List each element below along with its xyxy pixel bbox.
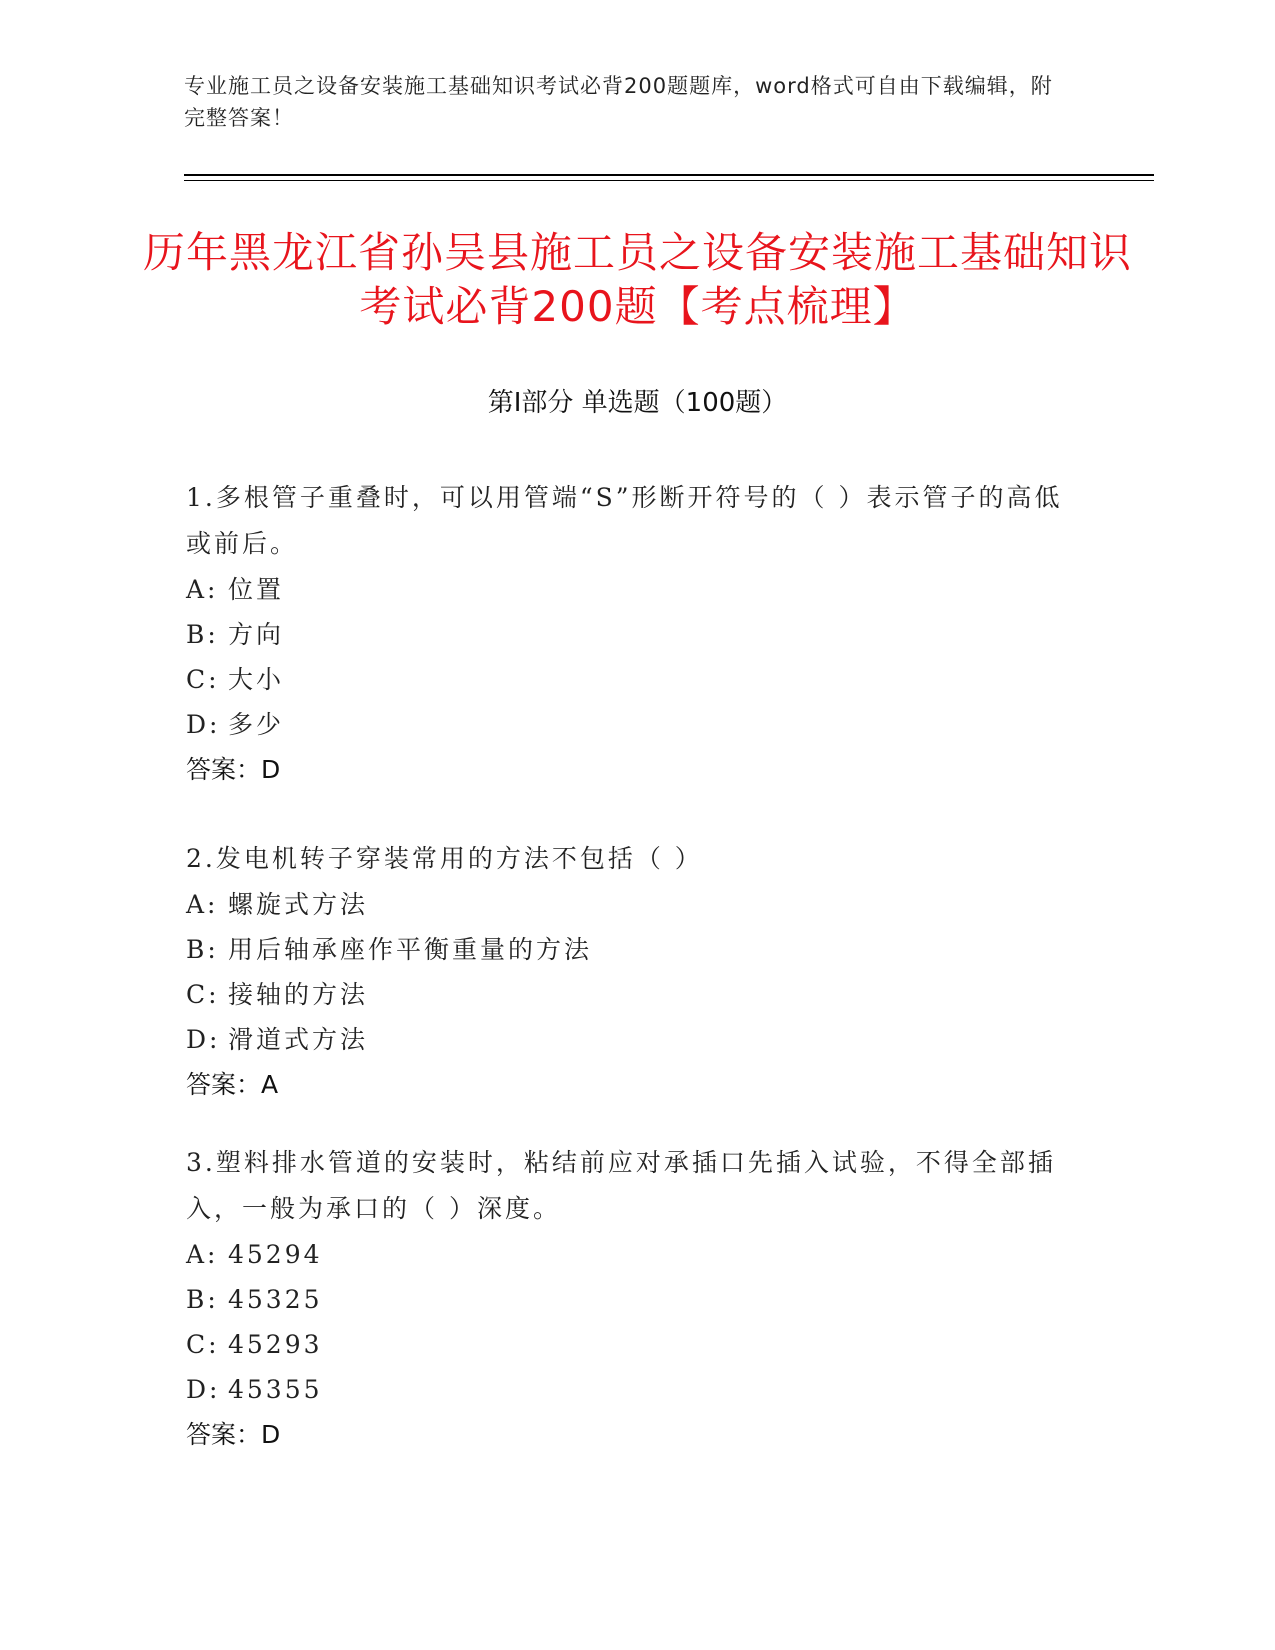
option-key: B: bbox=[186, 935, 219, 964]
question-3 bbox=[186, 1140, 1066, 1457]
option-key: C: bbox=[186, 980, 220, 1009]
option-text: 方向 bbox=[228, 620, 285, 649]
option-c bbox=[186, 657, 1066, 702]
question-stem: 2.发电机转子穿装常用的方法不包括（ ） bbox=[186, 844, 703, 873]
header-divider bbox=[184, 174, 1154, 176]
question-stem: 3.塑料排水管道的安装时，粘结前应对承插口先插入试验，不得全部插入，一般为承口的（ ）深度。 bbox=[186, 1148, 1056, 1223]
option-text: 位置 bbox=[228, 575, 285, 604]
option-text: 滑道式方法 bbox=[228, 1025, 369, 1054]
document-title: 历年黑龙江省孙吴县施工员之设备安装施工基础知识考试必背200题【考点梳理】 bbox=[142, 228, 1132, 331]
option-c bbox=[186, 972, 1066, 1017]
option-key: C: bbox=[186, 665, 220, 694]
question-stem: 1.多根管子重叠时，可以用管端“S”形断开符号的（ ）表示管子的高低或前后。 bbox=[186, 483, 1063, 558]
option-text: 多少 bbox=[228, 710, 285, 739]
option-text: 螺旋式方法 bbox=[228, 890, 369, 919]
option-b bbox=[186, 927, 1066, 972]
option-text: 45293 bbox=[228, 1330, 323, 1359]
option-key: B: bbox=[186, 1285, 219, 1314]
option-text: 45325 bbox=[228, 1285, 323, 1314]
section-title: 第I部分 单选题（100题） bbox=[487, 388, 788, 418]
option-key: A: bbox=[186, 575, 219, 604]
option-d bbox=[186, 1367, 1066, 1412]
option-text: 大小 bbox=[228, 665, 285, 694]
option-d bbox=[186, 1017, 1066, 1062]
option-a bbox=[186, 567, 1066, 612]
option-key: A: bbox=[186, 1240, 219, 1269]
option-text: 用后轴承座作平衡重量的方法 bbox=[228, 935, 593, 964]
header-note: 专业施工员之设备安装施工基础知识考试必背200题题库，word格式可自由下载编辑，附完整答案！ bbox=[184, 74, 1053, 130]
option-b bbox=[186, 1277, 1066, 1322]
option-text: 45294 bbox=[228, 1240, 323, 1269]
option-key: D: bbox=[186, 1375, 221, 1404]
option-c bbox=[186, 1322, 1066, 1367]
question-1 bbox=[186, 475, 1066, 792]
option-a bbox=[186, 882, 1066, 927]
answer: 答案：A bbox=[186, 1070, 279, 1099]
option-d bbox=[186, 702, 1066, 747]
option-b bbox=[186, 612, 1066, 657]
answer: 答案：D bbox=[186, 755, 281, 784]
option-text: 接轴的方法 bbox=[228, 980, 369, 1009]
header-divider-thin bbox=[184, 180, 1154, 181]
option-key: D: bbox=[186, 1025, 221, 1054]
question-2 bbox=[186, 836, 1066, 1107]
option-key: C: bbox=[186, 1330, 220, 1359]
answer: 答案：D bbox=[186, 1420, 281, 1449]
option-key: D: bbox=[186, 710, 221, 739]
option-text: 45355 bbox=[228, 1375, 323, 1404]
option-key: B: bbox=[186, 620, 219, 649]
option-a bbox=[186, 1232, 1066, 1277]
option-key: A: bbox=[186, 890, 219, 919]
